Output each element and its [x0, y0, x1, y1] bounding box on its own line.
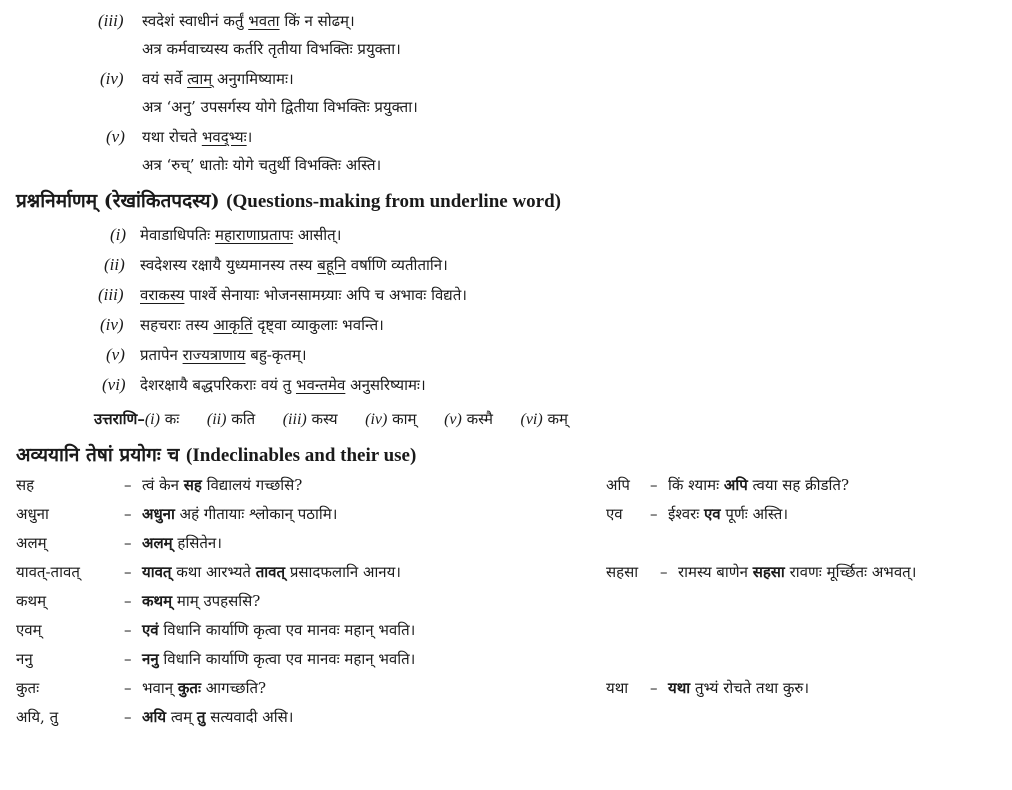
indeclinable-dash: –	[124, 679, 132, 697]
example-bold-word: सह	[183, 476, 202, 494]
question-item	[98, 284, 467, 306]
example-underlined-word: त्वाम्	[187, 70, 213, 88]
indeclinable-example	[142, 619, 415, 641]
question-underlined-word: आकृतिं	[213, 316, 253, 334]
example-bold-word: ननु	[142, 650, 159, 668]
question-text-before: स्वदेशस्य रक्षायै युध्यमानस्य तस्य	[140, 256, 318, 274]
answers-line	[94, 408, 568, 431]
indeclinable-word: एवम्	[16, 621, 42, 639]
example-text-before: यथा रोचते	[142, 128, 202, 146]
example-underlined-word: भवता	[248, 12, 280, 30]
indeclinable-example	[142, 561, 401, 583]
answer-number: (v)	[444, 411, 462, 428]
answer-text: कः	[164, 410, 180, 428]
indeclinable-dash: –	[124, 592, 132, 610]
example-bold-word: कथम्	[142, 592, 173, 610]
indeclinable-word: सहसा	[606, 563, 639, 581]
example-text-before: स्वदेशं स्वाधीनं कर्तुं	[142, 12, 249, 30]
indeclinable-example	[668, 474, 849, 496]
indeclinable-dash: –	[650, 505, 658, 523]
example-bold-word: सहसा	[752, 563, 785, 581]
section-heading-questions	[16, 188, 561, 215]
example-after: रावणः मूर्च्छितः अभवत्।	[784, 563, 917, 581]
example-after: प्रसादफलानि आनय।	[285, 563, 401, 581]
heading-english: (Questions-making from underline word)	[226, 191, 561, 212]
example-after: विधानि कार्याणि कृत्वा एव मानवः महान् भवति।	[158, 650, 416, 668]
indeclinable-dash: –	[124, 505, 132, 523]
example-before: भवान्	[142, 679, 178, 697]
indeclinable-example	[142, 503, 337, 525]
example-after: हसितेन।	[172, 534, 222, 552]
question-item	[100, 314, 384, 336]
question-text-before: मेवाडाधिपतिः	[140, 226, 215, 244]
question-underlined-word: महाराणाप्रतापः	[214, 226, 294, 244]
indeclinable-dash: –	[124, 621, 132, 639]
indeclinable-dash: –	[660, 563, 668, 581]
indeclinable-example	[142, 706, 293, 728]
example-bold-word: तु	[196, 708, 206, 726]
question-number: (iii)	[98, 285, 124, 304]
question-underlined-word: राज्यत्राणाय	[182, 346, 246, 364]
question-text-after: दृष्ट्वा व्याकुलाः भवन्ति।	[252, 316, 384, 334]
indeclinable-word: ननु	[16, 650, 33, 668]
example-after: माम् उपहससि?	[172, 592, 261, 610]
indeclinable-example	[142, 677, 266, 699]
example-underlined-word: भवद्भ्यः	[201, 128, 247, 146]
example-bold-word: एवं	[142, 621, 159, 639]
example-bold-word: कुतः	[177, 679, 201, 697]
example-after: पूर्णः अस्ति।	[720, 505, 789, 523]
example-text-before: वयं सर्वे	[142, 70, 188, 88]
example-before: त्वं केन	[142, 476, 184, 494]
example-bold-word: तावत्	[255, 563, 286, 581]
answer-text: कति	[231, 410, 256, 428]
question-text-after: वर्षाणि व्यतीतानि।	[346, 256, 448, 274]
example-after: तुभ्यं रोचते तथा कुरु।	[690, 679, 810, 697]
answer-text: कम्	[547, 410, 568, 428]
question-number: (ii)	[104, 255, 125, 274]
question-item	[106, 344, 307, 366]
indeclinable-word: कुतः	[16, 679, 40, 697]
example-bold-word: अधुना	[142, 505, 175, 523]
question-underlined-word: बहूनि	[317, 256, 347, 274]
example-text-after: किं न सोढम्।	[279, 12, 355, 30]
indeclinable-dash: –	[124, 563, 132, 581]
example-before: ईश्वरः	[668, 505, 705, 523]
indeclinable-dash: –	[650, 679, 658, 697]
question-number: (vi)	[102, 375, 126, 394]
indeclinable-word: अलम्	[16, 534, 47, 552]
example-bold-word: यावत्	[142, 563, 172, 581]
example-after: त्वम्	[166, 708, 197, 726]
example-note: अत्र ‘अनु’ उपसर्गस्य योगे द्वितीया विभक्तिः प्रयुक्ता।	[142, 98, 418, 116]
question-number: (iv)	[100, 315, 124, 334]
question-number: (i)	[110, 225, 127, 244]
example-number: (iv)	[100, 69, 124, 88]
example-note: अत्र ‘रुच्’ धातोः योगे चतुर्थी विभक्तिः अस्ति।	[142, 156, 382, 174]
example-before: रामस्य बाणेन	[678, 563, 753, 581]
question-text-after: अनुसरिष्यामः।	[345, 376, 426, 394]
indeclinable-dash: –	[650, 476, 658, 494]
indeclinable-example	[668, 677, 809, 699]
question-underlined-word: भवन्तमेव	[295, 376, 346, 394]
question-item	[102, 374, 426, 396]
example-line	[100, 68, 294, 90]
indeclinable-example	[142, 532, 222, 554]
question-underlined-word: वराकस्य	[140, 286, 185, 304]
indeclinable-word: यावत्-तावत्	[16, 563, 80, 581]
answers-label: उत्तराणि–	[94, 410, 145, 428]
indeclinable-dash: –	[124, 534, 132, 552]
answer-number: (vi)	[520, 411, 543, 428]
indeclinable-word: अधुना	[16, 505, 49, 523]
example-number: (v)	[106, 127, 125, 146]
indeclinable-example	[142, 590, 260, 612]
example-text-after: अनुगमिष्यामः।	[212, 70, 294, 88]
example-bold-word: एव	[704, 505, 721, 523]
answer-number: (i)	[144, 411, 160, 428]
question-item	[110, 224, 341, 246]
indeclinable-example	[668, 503, 788, 525]
example-line	[98, 10, 355, 32]
indeclinable-word: सह	[16, 476, 35, 494]
question-text-after: पार्श्वे सेनायाः भोजनसामग्र्याः अपि च अभावः विद्यते।	[184, 286, 467, 304]
example-after: कथा आरभ्यते	[171, 563, 256, 581]
example-after: विधानि कार्याणि कृत्वा एव मानवः महान् भवति।	[158, 621, 416, 639]
heading-hindi: अव्ययानि तेषां प्रयोगः च	[16, 444, 180, 466]
indeclinable-example	[142, 648, 415, 670]
example-after: सत्यवादी असि।	[205, 708, 294, 726]
question-item	[104, 254, 448, 276]
indeclinable-word: यथा	[606, 679, 629, 697]
heading-hindi: प्रश्ननिर्माणम् (रेखांकितपदस्य)	[16, 190, 220, 212]
example-text-after: ।	[246, 128, 253, 146]
question-text-before: देशरक्षायै बद्धपरिकराः वयं तु	[140, 376, 296, 394]
example-line	[106, 126, 252, 148]
example-after: आगच्छति?	[200, 679, 267, 697]
section-heading-indeclinables	[16, 442, 416, 469]
indeclinable-word: एव	[606, 505, 623, 523]
question-text-before: प्रतापेन	[140, 346, 183, 364]
answer-text: काम्	[392, 410, 417, 428]
indeclinable-word: अपि	[606, 476, 630, 494]
answer-number: (iii)	[282, 411, 307, 428]
example-note: अत्र कर्मवाच्यस्य कर्तरि तृतीया विभक्तिः प्रयुक्ता।	[142, 40, 401, 58]
indeclinable-word: अयि, तु	[16, 708, 59, 726]
example-number: (iii)	[98, 11, 124, 30]
indeclinable-dash: –	[124, 476, 132, 494]
example-before: किं श्यामः	[668, 476, 724, 494]
indeclinable-example	[678, 561, 916, 583]
indeclinable-word: कथम्	[16, 592, 47, 610]
example-bold-word: अयि	[142, 708, 167, 726]
example-bold-word: अलम्	[142, 534, 173, 552]
answer-text: कस्मै	[466, 410, 493, 428]
answer-text: कस्य	[311, 410, 338, 428]
indeclinable-dash: –	[124, 708, 132, 726]
question-text-after: आसीत्।	[293, 226, 342, 244]
answer-number: (ii)	[206, 411, 227, 428]
indeclinable-example	[142, 474, 302, 496]
answer-number: (iv)	[365, 411, 388, 428]
question-text-after: बहु-कृतम्।	[245, 346, 307, 364]
question-number: (v)	[106, 345, 125, 364]
example-after: विद्यालयं गच्छसि?	[201, 476, 303, 494]
example-after: अहं गीतायाः श्लोकान् पठामि।	[174, 505, 338, 523]
example-after: त्वया सह क्रीडति?	[747, 476, 849, 494]
example-bold-word: अपि	[723, 476, 748, 494]
indeclinable-dash: –	[124, 650, 132, 668]
example-bold-word: यथा	[668, 679, 691, 697]
question-text-before: सहचराः तस्य	[140, 316, 214, 334]
heading-english: (Indeclinables and their use)	[186, 445, 417, 466]
